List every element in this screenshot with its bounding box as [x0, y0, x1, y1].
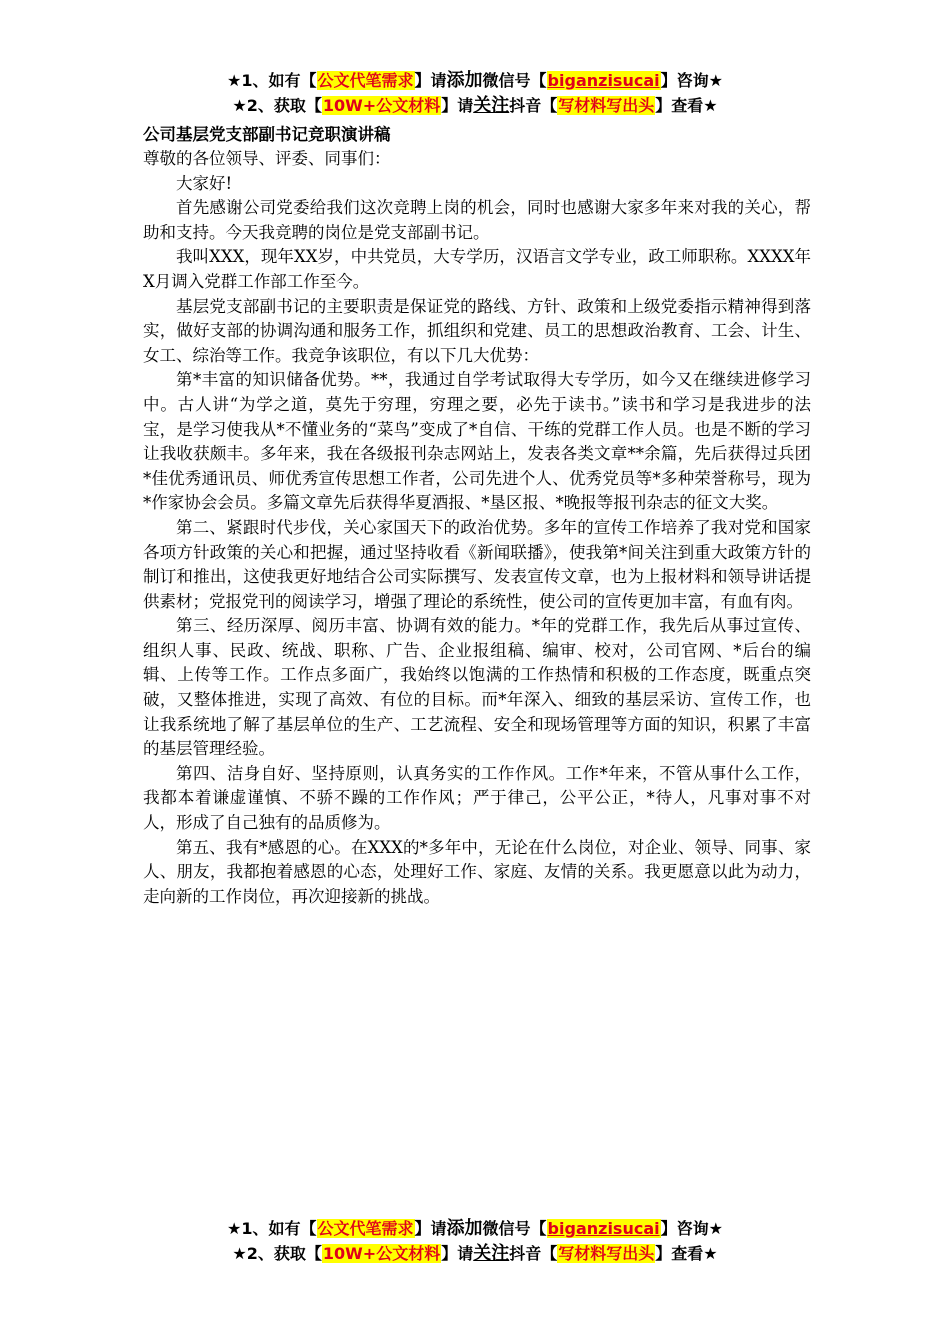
promo-text: 微信号【 — [482, 71, 547, 90]
promo-text: ★1、如有【 — [227, 71, 317, 90]
paragraph: 第二、紧跟时代步伐，关心家国天下的政治优势。多年的宣传工作培养了我对党和国家各项方针政策的关心和把握，通过坚持收看《新闻联播》，使我第*间关注到重大政策方针的制订和推出，这使我更好地结合公司实际撰写、发表宣传文章，也为上报材料和领导讲话提供素材；党报党刊的阅读学习，增强了理论的系统性，使公司的宣传更加丰富，有血有肉。 — [143, 517, 811, 611]
promo-banner-bottom — [0, 1216, 950, 1266]
document-title: 公司基层党支部副书记竞职演讲稿 — [143, 125, 391, 144]
paragraph: 第五、我有*感恩的心。在XXX的*多年中，无论在什么岗位，对企业、领导、同事、家人、朋友，我都抱着感恩的心态，处理好工作、家庭、友情的关系。我更愿意以此为动力，走向新的工作岗位，再次迎接新的挑战。 — [143, 837, 811, 906]
promo-text: ★2、获取【 — [232, 96, 322, 115]
promo-banner-top — [0, 68, 950, 118]
paragraph: 我叫XXX，现年XX岁，中共党员，大专学历，汉语言文学专业，政工师职称。XXXX年X月调入党群工作部工作至今。 — [143, 247, 811, 291]
paragraph: 首先感谢公司党委给我们这次竞聘上岗的机会，同时也感谢大家多年来对我的关心，帮助和支持。今天我竞聘的岗位是党支部副书记。 — [143, 198, 811, 242]
promo-text: 】请 — [414, 71, 447, 90]
paragraph: 第三、经历深厚、阅历丰富、协调有效的能力。*年的党群工作，我先后从事过宣传、组织人事、民政、统战、职称、广告、企业报组稿、编审、校对，公司官网、*后台的编辑、上传等工作。工作点多面广，我始终以饱满的工作热情和积极的工作态度，既重点突破，又整体推进，实现了高效、有位的目标。而*年深入、细致的基层采访、宣传工作，也让我系统地了解了基层单位的生产、工艺流程、安全和现场管理等方面的知识，积累了丰富的基层管理经验。 — [143, 616, 811, 759]
promo-text: 抖音【 — [509, 96, 558, 115]
promo-emphasis: 关注 — [473, 1243, 510, 1264]
promo-line-2 — [0, 1241, 950, 1266]
promo-line-1 — [0, 1216, 950, 1241]
promo-text: 】请 — [441, 1244, 474, 1263]
document-body — [143, 122, 811, 909]
paragraph: 大家好! — [176, 173, 233, 193]
promo-wechat-id: biganzisucai — [547, 1219, 660, 1238]
promo-text: 】请 — [414, 1219, 447, 1238]
promo-text: 抖音【 — [509, 1244, 558, 1263]
promo-highlight: 公文代笔需求 — [317, 1219, 414, 1238]
paragraph: 第四、洁身自好、坚持原则，认真务实的工作作风。工作*年来，不管从事什么工作，我都本着谦虚谨慎、不骄不躁的工作作风；严于律己，公平公正，*待人，凡事对事不对人，形成了自己独有的品质修为。 — [143, 763, 811, 833]
promo-emphasis: 关注 — [473, 95, 510, 116]
promo-highlight: 10W+公文材料 — [322, 1244, 441, 1263]
promo-text: ★1、如有【 — [227, 1219, 317, 1238]
promo-line-1 — [0, 68, 950, 93]
promo-emphasis: 添加 — [446, 1218, 483, 1239]
promo-line-2 — [0, 93, 950, 118]
promo-text: 】请 — [441, 96, 474, 115]
paragraph: 第*丰富的知识储备优势。**，我通过自学考试取得大专学历，如今又在继续进修学习中。古人讲“为学之道，莫先于穷理，穷理之要，必先于读书。”读书和学习是我进步的法宝，是学习使我从*不懂业务的“菜鸟”变成了*自信、干练的党群工作人员。也是不断的学习让我收获颇丰。多年来，我在各级报刊杂志网站上，发表各类文章**余篇，先后获得过兵团*佳优秀通讯员、师优秀宣传思想工作者，公司先进个人、优秀党员等*多种荣誉称号，现为*作家协会会员。多篇文章先后获得华夏酒报、*垦区报、*晚报等报刊杂志的征文大奖。 — [143, 370, 811, 513]
promo-text: ★2、获取【 — [232, 1244, 322, 1263]
promo-highlight: 10W+公文材料 — [322, 96, 441, 115]
promo-emphasis: 添加 — [446, 70, 483, 91]
promo-douyin-id: 写材料写出头 — [558, 96, 655, 115]
promo-text: 】查看★ — [655, 96, 718, 115]
promo-text: 微信号【 — [482, 1219, 547, 1238]
promo-text: 】咨询★ — [660, 1219, 723, 1238]
promo-text: 】查看★ — [655, 1244, 718, 1263]
promo-wechat-id: biganzisucai — [547, 71, 660, 90]
salutation: 尊敬的各位领导、评委、同事们： — [143, 149, 391, 168]
promo-highlight: 公文代笔需求 — [317, 71, 414, 90]
promo-douyin-id: 写材料写出头 — [558, 1244, 655, 1263]
paragraph: 基层党支部副书记的主要职责是保证党的路线、方针、政策和上级党委指示精神得到落实，做好支部的协调沟通和服务工作，抓组织和党建、员工的思想政治教育、工会、计生、女工、综治等工作。我竞争该职位，有以下几大优势： — [143, 296, 811, 365]
promo-text: 】咨询★ — [660, 71, 723, 90]
